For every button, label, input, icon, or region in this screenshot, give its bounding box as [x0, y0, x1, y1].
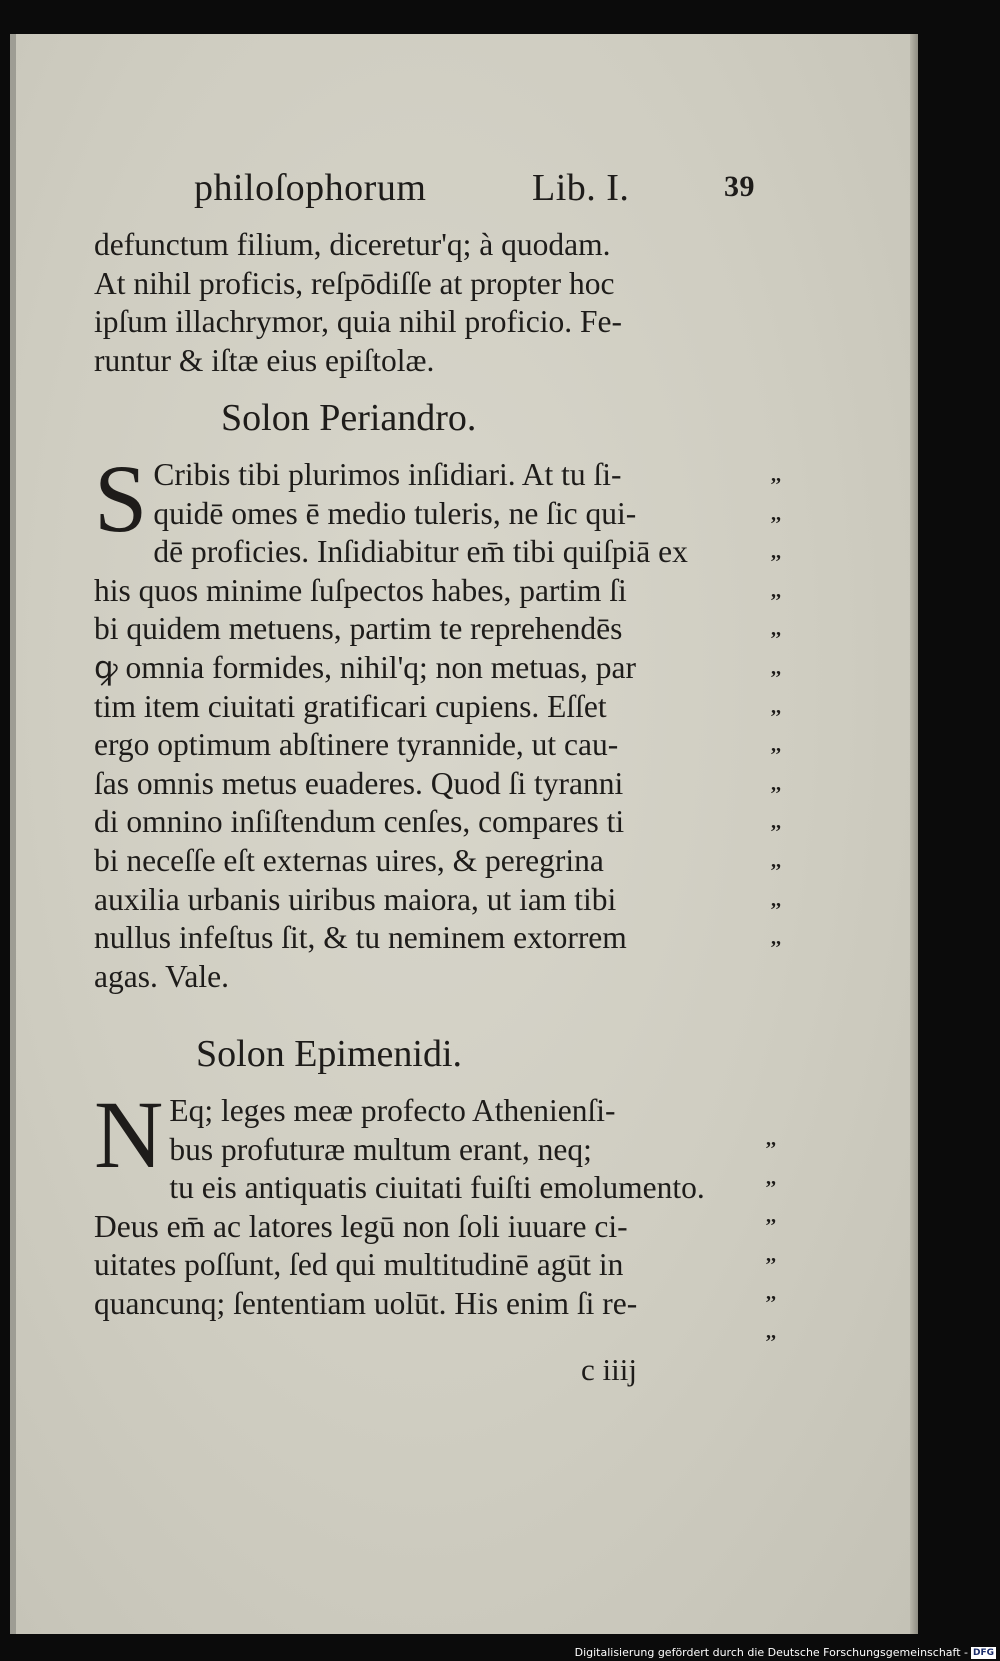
running-head-book: Lib. I. — [532, 167, 630, 209]
dfg-logo: DFG — [972, 1647, 994, 1658]
text-line: bi neceſſe eſt externas uires, & peregrina — [94, 842, 604, 878]
quote-mark: ,, — [766, 1166, 776, 1189]
quote-mark: ,, — [766, 1128, 776, 1150]
quote-mark: ,, — [766, 1243, 776, 1266]
text-line: auxilia urbanis uiribus maiora, ut iam tibi — [94, 881, 617, 917]
text-line: ꝙ omnia formides, nihil'q; non metuas, par — [94, 649, 636, 685]
text-line: Cribis tibi plurimos inſidiari. At tu ſi- — [153, 457, 622, 492]
quote-mark: ,, — [771, 888, 781, 911]
section-heading-periandro: Solon Periandro. — [221, 397, 477, 439]
quote-mark: ,, — [771, 502, 781, 525]
text-line: quidē omes ē medio tuleris, ne ſic qui- — [153, 495, 637, 531]
text-line: bi quidem metuens, partim te reprehendēs — [94, 611, 623, 647]
quote-mark: ,, — [771, 541, 781, 564]
text-line: defunctum filium, diceretur'q; à quodam. — [94, 227, 611, 262]
quote-mark: ,, — [771, 734, 781, 757]
text-line: tu eis antiquatis ciuitati fuiſti emolumento. — [169, 1170, 705, 1206]
running-head-title: philoſophorum — [194, 167, 427, 209]
digitization-credit — [575, 1646, 996, 1659]
quote-mark: ,, — [771, 695, 781, 718]
text-line: At nihil proficis, reſpōdiſſe at propter hoc — [94, 265, 615, 301]
text-line: runtur & iſtæ eius epiſtolæ. — [94, 342, 435, 378]
quote-mark: ,, — [771, 464, 781, 486]
text-block-periandro — [94, 445, 754, 996]
margin-quote-marks — [761, 456, 791, 958]
quote-mark: ,, — [766, 1282, 776, 1305]
text-line: Eq; leges meæ profecto Athenienſi- — [169, 1093, 616, 1128]
drop-cap: S — [94, 445, 148, 552]
quote-mark: ,, — [771, 811, 781, 834]
quote-mark: ,, — [771, 849, 781, 872]
text-line: ſas omnis metus euaderes. Quod ſi tyranni — [94, 765, 624, 801]
quote-mark: ,, — [771, 772, 781, 795]
book-page — [10, 34, 918, 1634]
text-line: his quos minime ſuſpectos habes, partim ſi — [94, 572, 627, 608]
section-heading-epimenidi: Solon Epimenidi. — [196, 1033, 462, 1075]
margin-quote-marks — [756, 1120, 786, 1352]
text-line: tim item ciuitati gratificari cupiens. Eſſet — [94, 688, 607, 724]
text-line: dē proficies. Inſidiabitur em̄ tibi quiſpiā ex — [153, 534, 688, 570]
text-block-intro — [94, 226, 754, 380]
folio-number: 39 — [724, 170, 755, 203]
text-line: nullus infeſtus ſit, & tu neminem extorrem — [94, 920, 627, 956]
quote-mark: ,, — [771, 618, 781, 641]
quote-mark: ,, — [766, 1205, 776, 1228]
text-line: uitates poſſunt, ſed qui multitudinē agūt in — [94, 1247, 624, 1283]
credit-text: Digitalisierung gefördert durch die Deutsche Forschungsgemeinschaft - — [574, 1646, 968, 1659]
quote-mark: ,, — [771, 927, 781, 950]
text-line: di omnino inſiſtendum cenſes, compares ti — [94, 804, 625, 840]
quote-mark: ,, — [771, 579, 781, 602]
text-line: agas. Vale. — [94, 958, 229, 994]
text-line: Deus em̄ ac latores legū non ſoli iuuare ci- — [94, 1208, 628, 1244]
drop-cap: N — [94, 1081, 164, 1188]
signature-mark: c iiij — [581, 1352, 637, 1387]
text-line: quancunq; ſententiam uolūt. His enim ſi re- — [94, 1285, 638, 1321]
quote-mark: ,, — [766, 1320, 776, 1343]
text-line: ipſum illachrymor, quia nihil proficio. Fe- — [94, 304, 623, 340]
text-line: bus profuturæ multum erant, neq; — [169, 1131, 592, 1167]
quote-mark: ,, — [771, 656, 781, 679]
text-line: ergo optimum abſtinere tyrannide, ut cau- — [94, 727, 619, 763]
page-edge-shadow — [910, 34, 918, 1634]
text-block-epimenidi — [94, 1081, 754, 1324]
